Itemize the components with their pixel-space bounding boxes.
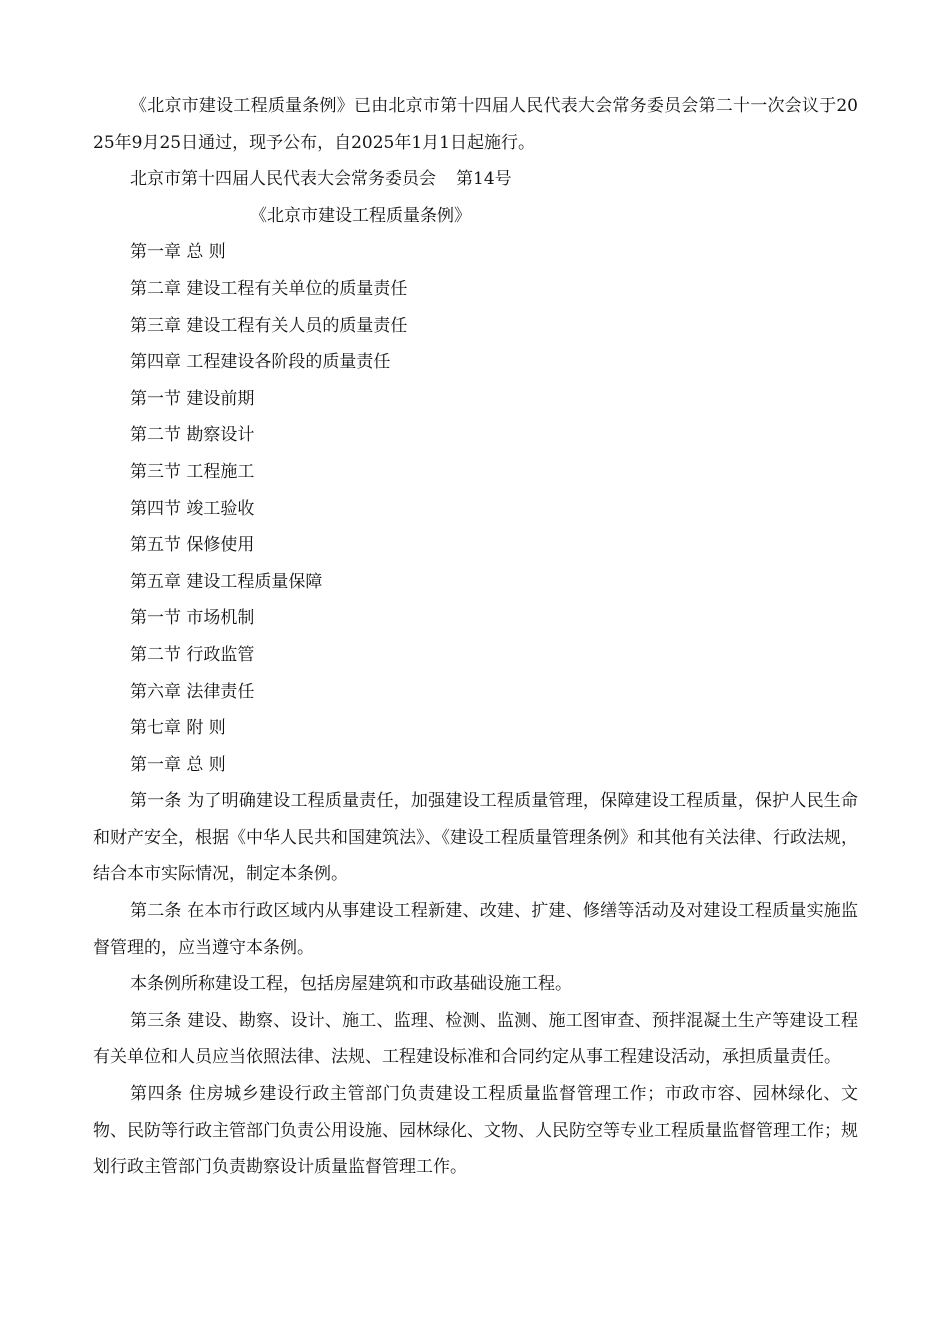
toc-item: 第三章 建设工程有关人员的质量责任 bbox=[130, 315, 408, 336]
toc-title: 《北京市建设工程质量条例》 bbox=[250, 205, 471, 226]
toc-item: 第四节 竣工验收 bbox=[130, 498, 255, 519]
toc-item: 第二章 建设工程有关单位的质量责任 bbox=[130, 278, 408, 299]
toc-item: 第二节 勘察设计 bbox=[130, 425, 255, 446]
toc-item: 第三节 工程施工 bbox=[130, 461, 255, 482]
toc-item: 第一章 总 则 bbox=[130, 242, 226, 263]
publisher-name: 北京市第十四届人民代表大会常务委员会 bbox=[130, 169, 436, 190]
toc-item: 第四章 工程建设各阶段的质量责任 bbox=[130, 352, 391, 373]
article-paragraph: 本条例所称建设工程，包括房屋建筑和市政基础设施工程。 bbox=[130, 974, 572, 995]
article-paragraph: 第四条 住房城乡建设行政主管部门负责建设工程质量监督管理工作；市政市容、园林绿化、文物、民防等行政主管部门负责公用设施、园林绿化、文物、人民防空等专业工程质量监督管理工作；规划行政主管部门负责勘察设计质量监督管理工作。 bbox=[93, 1084, 858, 1178]
toc-item: 第二节 行政监管 bbox=[130, 644, 255, 665]
chapter-heading: 第一章 总 则 bbox=[130, 754, 226, 775]
toc-item: 第一节 建设前期 bbox=[130, 388, 255, 409]
announcement-paragraph: 《北京市建设工程质量条例》已由北京市第十四届人民代表大会常务委员会第二十一次会议于2025年9月25日通过，现予公布，自2025年1月1日起施行。 bbox=[93, 96, 858, 153]
toc-item: 第五节 保修使用 bbox=[130, 535, 255, 556]
toc-item: 第一节 市场机制 bbox=[130, 608, 255, 629]
toc-item: 第五章 建设工程质量保障 bbox=[130, 571, 323, 592]
toc-item: 第七章 附 则 bbox=[130, 718, 226, 739]
document-body bbox=[93, 88, 858, 1186]
article-paragraph: 第二条 在本市行政区域内从事建设工程新建、改建、扩建、修缮等活动及对建设工程质量实施监督管理的，应当遵守本条例。 bbox=[93, 901, 858, 958]
announcement-number: 第14号 bbox=[456, 169, 512, 190]
article-paragraph: 第一条 为了明确建设工程质量责任，加强建设工程质量管理，保障建设工程质量，保护人民生命和财产安全，根据《中华人民共和国建筑法》、《建设工程质量管理条例》和其他有关法律、行政法规，结合本市实际情况，制定本条例。 bbox=[93, 791, 858, 885]
publisher-line bbox=[93, 161, 858, 198]
toc-item: 第六章 法律责任 bbox=[130, 681, 255, 702]
article-paragraph: 第三条 建设、勘察、设计、施工、监理、检测、监测、施工图审查、预拌混凝土生产等建设工程有关单位和人员应当依照法律、法规、工程建设标准和合同约定从事工程建设活动，承担质量责任。 bbox=[93, 1010, 858, 1068]
